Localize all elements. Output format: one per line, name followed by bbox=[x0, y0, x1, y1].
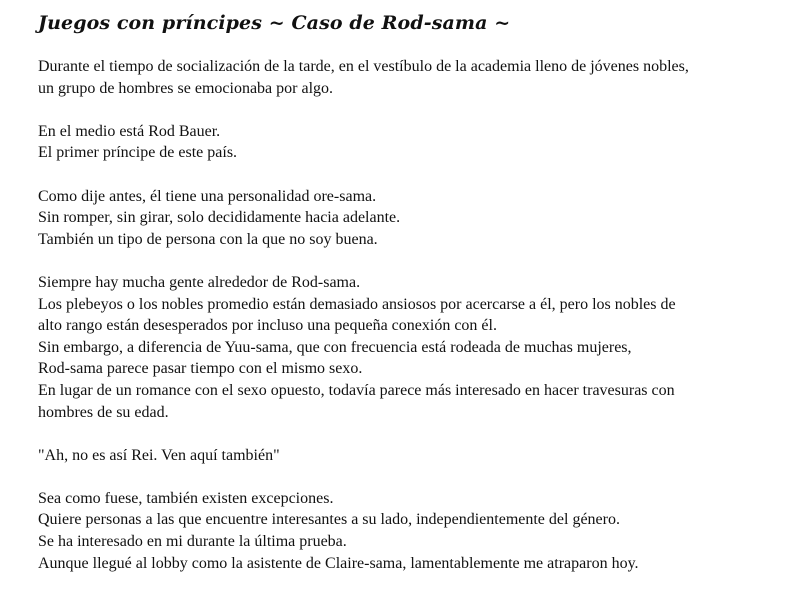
text-line: hombres de su edad. bbox=[38, 403, 169, 421]
text-line: El primer príncipe de este país. bbox=[38, 144, 238, 162]
document-page bbox=[38, 10, 778, 596]
paragraph-1 bbox=[38, 56, 778, 99]
text-line: Durante el tiempo de socialización de la tarde, en el vestíbulo de la academia lleno de jóvenes nobles, bbox=[38, 58, 689, 75]
text-line: Los plebeyos o los nobles promedio están demasiado ansiosos por acercarse a él, pero los nobles de bbox=[38, 295, 676, 313]
paragraph-5 bbox=[38, 445, 778, 467]
paragraph-2 bbox=[38, 121, 778, 164]
text-line: En lugar de un romance con el sexo opuesto, todavía parece más interesado en hacer travesuras con bbox=[38, 381, 675, 399]
text-line: Sin embargo, a diferencia de Yuu-sama, que con frecuencia está rodeada de muchas mujeres, bbox=[38, 338, 632, 356]
text-line: Se ha interesado en mi durante la última prueba. bbox=[38, 533, 347, 551]
text-line: Siempre hay mucha gente alrededor de Rod-sama. bbox=[38, 273, 361, 291]
text-line: "Ah, no es así Rei. Ven aquí también" bbox=[38, 446, 280, 464]
paragraph-4 bbox=[38, 272, 778, 423]
paragraph-6 bbox=[38, 488, 778, 574]
document-title: Juegos con príncipes ~ Caso de Rod-sama ~ bbox=[38, 12, 511, 34]
paragraph-3 bbox=[38, 186, 778, 251]
text-line: Rod-sama parece pasar tiempo con el mismo sexo. bbox=[38, 360, 363, 378]
text-line: alto rango están desesperados por incluso una pequeña conexión con él. bbox=[38, 317, 497, 335]
text-line: También un tipo de persona con la que no soy buena. bbox=[38, 230, 378, 248]
text-line: Quiere personas a las que encuentre interesantes a su lado, independientemente del género. bbox=[38, 511, 620, 529]
text-line: Sin romper, sin girar, solo decididamente hacia adelante. bbox=[38, 209, 401, 227]
text-line: Aunque llegué al lobby como la asistente de Claire-sama, lamentablemente me atraparon hoy. bbox=[38, 554, 639, 572]
text-line: un grupo de hombres se emocionaba por algo. bbox=[38, 79, 334, 97]
text-line: Sea como fuese, también existen excepciones. bbox=[38, 489, 334, 507]
text-line: En el medio está Rod Bauer. bbox=[38, 122, 221, 140]
text-line: Como dije antes, él tiene una personalidad ore-sama. bbox=[38, 187, 377, 205]
